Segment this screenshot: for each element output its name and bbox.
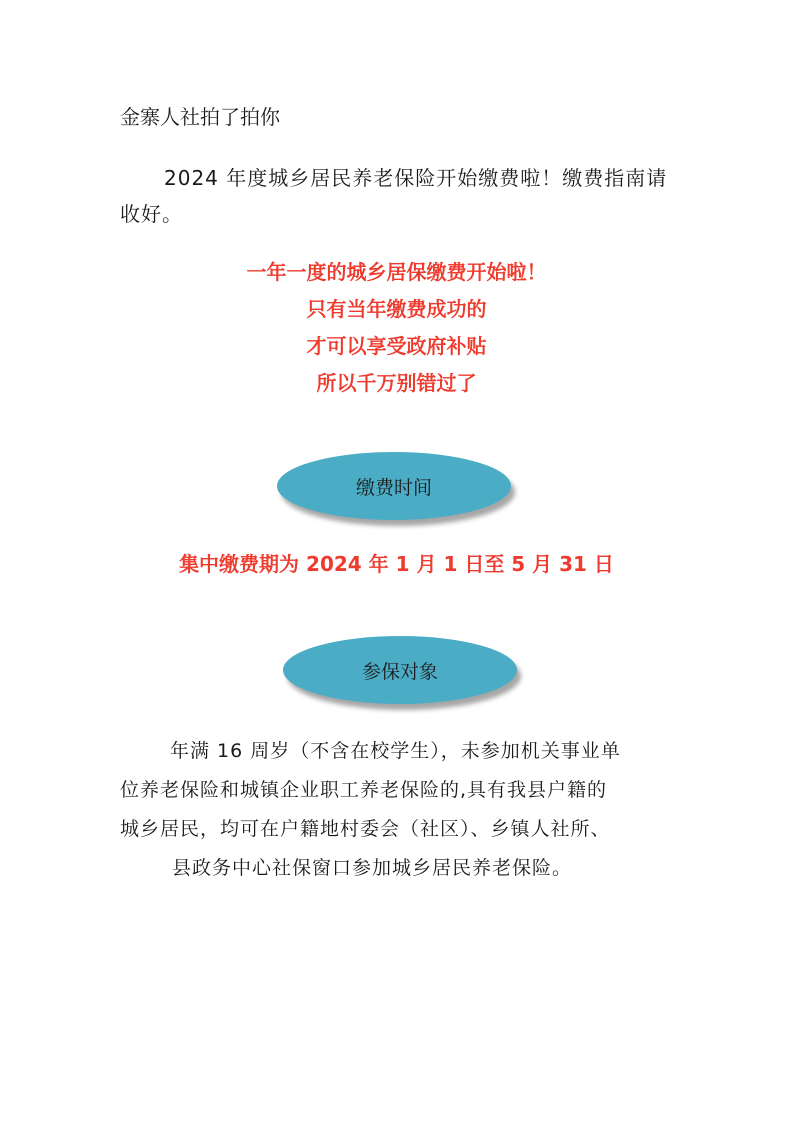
section-badge-payment-time <box>277 452 511 520</box>
eligibility-paragraph <box>120 732 680 888</box>
eligibility-line: 年满 16 周岁（不含在校学生），未参加机关事业单 <box>170 740 621 762</box>
payment-period-text: 集中缴费期为 2024 年 1 月 1 日至 5 月 31 日 <box>179 552 614 576</box>
highlight-block <box>0 254 793 402</box>
highlight-line: 一年一度的城乡居保缴费开始啦！ <box>246 260 547 284</box>
highlight-line: 所以千万别错过了 <box>316 371 477 395</box>
intro-paragraph: 2024 年度城乡居民养老保险开始缴费啦！缴费指南请收好。 <box>120 166 668 226</box>
highlight-line: 只有当年缴费成功的 <box>306 297 487 321</box>
header-text: 金寨人社拍了拍你 <box>120 105 280 129</box>
eligibility-line: 位养老保险和城镇企业职工养老保险的,具有我县户籍的 <box>120 779 608 801</box>
section-badge-insured-target <box>283 636 517 704</box>
highlight-line: 才可以享受政府补贴 <box>306 334 487 358</box>
eligibility-line: 县政务中心社保窗口参加城乡居民养老保险。 <box>172 857 573 879</box>
section-badge-label: 缴费时间 <box>355 476 432 499</box>
section-badge-label: 参保对象 <box>361 660 438 683</box>
eligibility-line: 城乡居民，均可在户籍地村委会（社区）、乡镇人社所、 <box>120 818 611 840</box>
